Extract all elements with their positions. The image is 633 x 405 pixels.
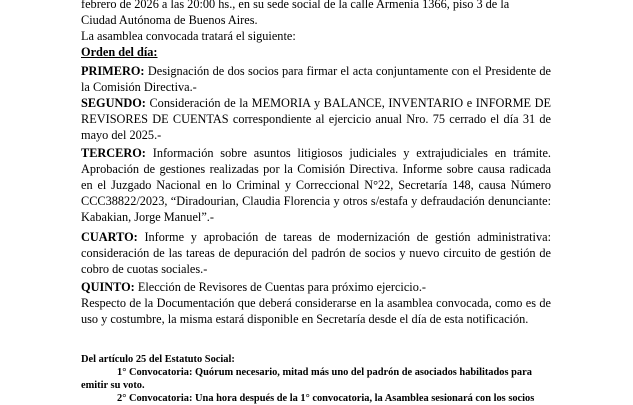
- intro-paragraph: [81, 0, 551, 45]
- item-text: Información sobre asuntos litigiosos judiciales y extrajudiciales en trámite. Aprobación de gestiones realizadas por la Comisión Directiva. Informe sobre causa radicada en el Juzgado Nacional en lo Criminal y Correccional N°22, Secretaría 148, causa Número CCC38822/2023, “Diradourian, Claudia Florencia y otros s/estafa y defraudación denunciante: Kabakian, Jorge Manuel”.-: [81, 146, 551, 224]
- estatuto-title: Del artículo 25 del Estatuto Social:: [81, 354, 235, 365]
- item-label: PRIMERO:: [81, 64, 145, 78]
- item-text: Informe y aprobación de tareas de modernización de gestión administrativa: consideración de las tareas de depuración del padrón de socios y nuevo circuito de gestión de cobro de cuotas sociales.-: [81, 230, 551, 276]
- item-label: CUARTO:: [81, 230, 138, 244]
- agenda-item-primero: [81, 64, 551, 96]
- agenda-title-block: [81, 45, 551, 61]
- agenda-item-segundo: [81, 96, 551, 144]
- intro-line-3: La asamblea convocada tratará el siguiente:: [81, 28, 296, 43]
- documentation-paragraph: [81, 296, 551, 328]
- documentation-text: Respecto de la Documentación que deberá considerarse en la asamblea convocada, como es de uso y costumbre, la misma estará disponible en Secretaría desde el día de esta notificación.: [81, 296, 551, 326]
- convocatoria-1-line-2: emitir su voto.: [81, 380, 145, 391]
- item-label: QUINTO:: [81, 280, 135, 294]
- agenda-title: Orden del día:: [81, 45, 158, 59]
- item-label: SEGUNDO:: [81, 96, 146, 110]
- item-text: Designación de dos socios para firmar el acta conjuntamente con el Presidente de la Comisión Directiva.-: [81, 64, 551, 94]
- item-text: Elección de Revisores de Cuentas para próximo ejercicio.-: [134, 280, 427, 294]
- convocatoria-1-line-1: 1° Convocatoria: Quórum necesario, mitad más uno del padrón de asociados habilitados para: [117, 367, 532, 378]
- intro-line-1: febrero de 2026 a las 20:00 hs., en su sede social de la calle Armenia 1366, piso 3 de la: [81, 0, 510, 11]
- agenda-item-cuarto: [81, 230, 551, 278]
- item-text: Consideración de la MEMORIA y BALANCE, INVENTARIO e INFORME DE REVISORES DE CUENTAS correspondiente al ejercicio anual Nro. 75 cerrado el día 31 de mayo del 2025.-: [81, 96, 551, 142]
- estatuto-block: [81, 353, 551, 405]
- agenda-item-tercero: [81, 146, 551, 226]
- convocatoria-2-line-1: 2° Convocatoria: Una hora después de la 1° convocatoria, la Asamblea sesionará con los socios: [117, 393, 535, 404]
- intro-line-2: Ciudad Autónoma de Buenos Aires.: [81, 12, 258, 27]
- agenda-item-quinto: [81, 280, 551, 296]
- item-label: TERCERO:: [81, 146, 146, 160]
